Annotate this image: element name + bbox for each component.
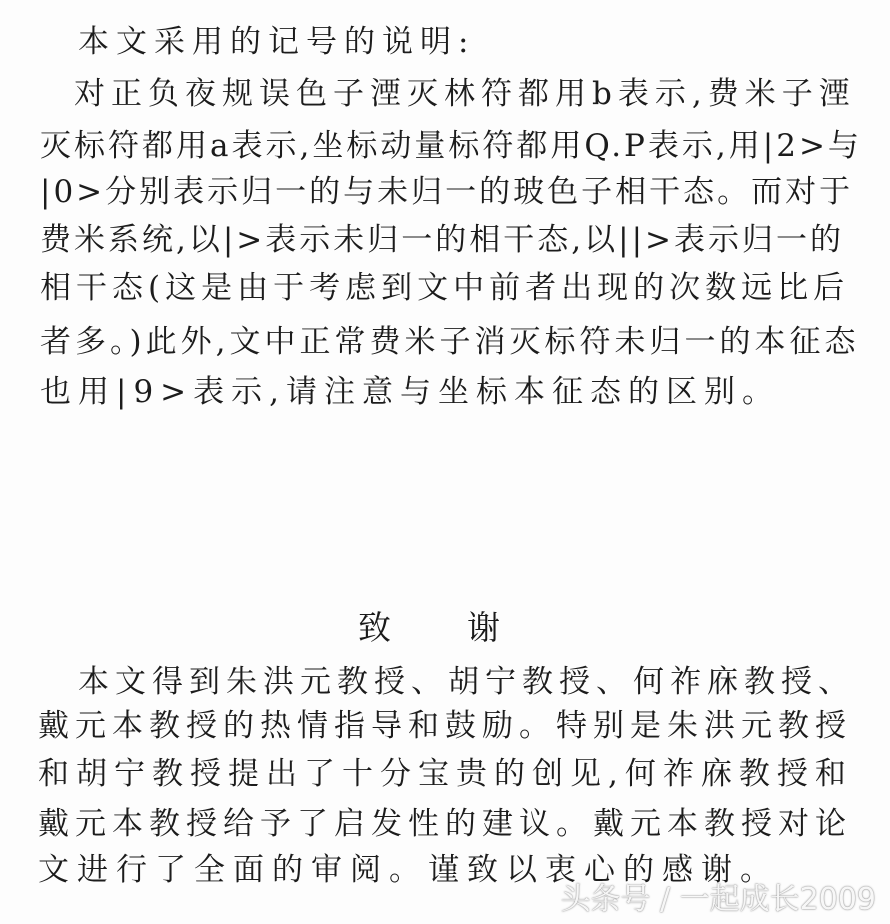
acknowledgement-line: 戴元本教授给予了启发性的建议。戴元本教授对论 (38, 806, 852, 842)
acknowledgement-line: 本文得到朱洪元教授、胡宁教授、何祚庥教授、 (78, 664, 855, 700)
acknowledgement-line: 文进行了全面的审阅。谨致以衷心的感谢。 (38, 852, 779, 888)
notation-line: 对正负夜规误色子湮灭林符都用b表示,费米子湮 (74, 76, 856, 112)
acknowledgement-title (358, 608, 502, 648)
acknowledgement-line: 和胡宁教授提出了十分宝贵的创见,何祚庥教授和 (38, 756, 853, 792)
notation-heading: 本文采用的记号的说明: (78, 24, 476, 60)
notation-line: 也用|9>表示,请注意与坐标本征态的区别。 (40, 374, 780, 410)
acknowledgement-title-right: 谢 (467, 608, 502, 647)
notation-line: 者多。)此外,文中正常费米子消灭标符未归一的本征态 (40, 324, 860, 360)
acknowledgement-title-left: 致 (358, 608, 393, 647)
watermark: 头条号 / 一起成长2009 (560, 882, 876, 917)
notation-line: |0>分别表示归一的与未归一的玻色子相干态。而对于 (40, 174, 854, 210)
notation-line: 费米系统,以|>表示未归一的相干态,以||>表示归一的 (40, 222, 844, 258)
acknowledgement-line: 戴元本教授的热情指导和鼓励。特别是朱洪元教授 (38, 708, 852, 744)
notation-line: 灭标符都用a表示,坐标动量标符都用Q.P表示,用|2>与 (40, 128, 862, 164)
notation-line: 相干态(这是由于考虑到文中前者出现的次数远比后 (40, 270, 850, 306)
